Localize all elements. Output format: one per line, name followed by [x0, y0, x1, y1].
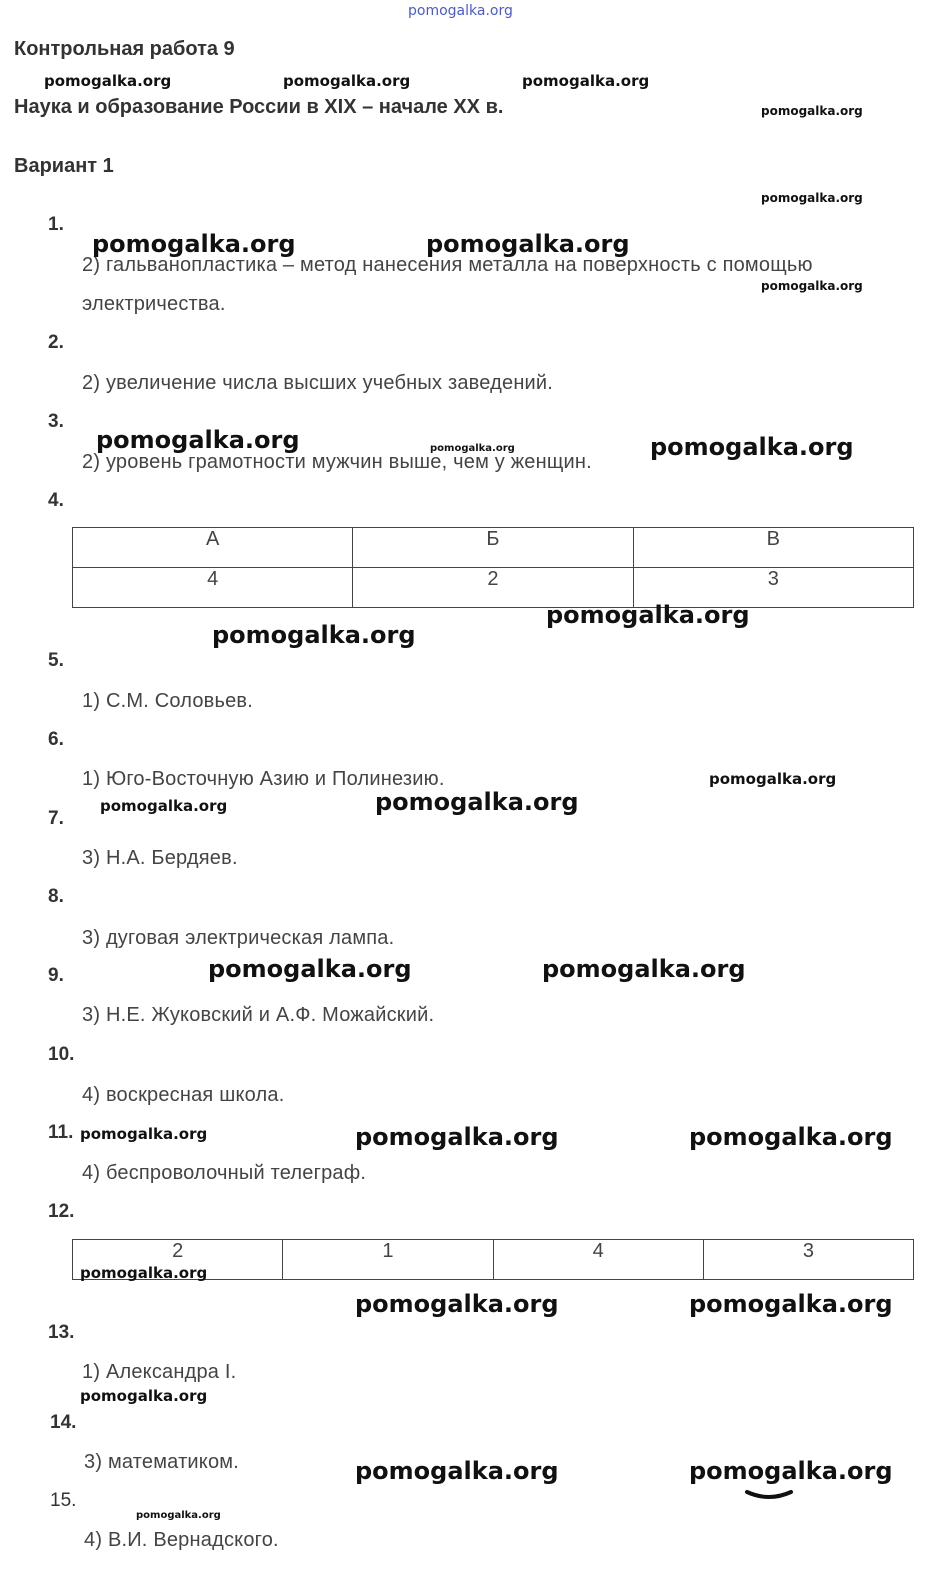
watermark: pomogalka.org	[689, 1457, 893, 1485]
watermark: pomogalka.org	[208, 955, 412, 983]
variant-label: Вариант 1	[14, 155, 114, 177]
table-header-cell: Б	[353, 528, 633, 568]
watermark: pomogalka.org	[355, 1457, 559, 1485]
item-number: 10.	[48, 1044, 75, 1065]
table-header-cell: А	[73, 528, 353, 568]
page-subtitle: Наука и образование России в XIX – начале XX в.	[14, 96, 504, 118]
watermark: pomogalka.org	[96, 426, 300, 454]
item-answer: 3) математиком.	[84, 1451, 240, 1473]
item-answer: 2) уровень грамотности мужчин выше, чем у женщин.	[82, 451, 592, 473]
watermark: pomogalka.org	[761, 104, 863, 118]
watermark: pomogalka.org	[80, 1387, 208, 1405]
item-number: 3.	[48, 411, 64, 432]
watermark: pomogalka.org	[709, 770, 837, 788]
watermark: pomogalka.org	[80, 1264, 208, 1282]
item-number: 2.	[48, 332, 64, 353]
watermark: pomogalka.org	[80, 1125, 208, 1143]
item-number: 4.	[48, 490, 64, 511]
item-number: 5.	[48, 650, 64, 671]
smile-logo-icon	[744, 1488, 794, 1502]
table-cell: 4	[493, 1240, 703, 1280]
page-title: Контрольная работа 9	[14, 38, 235, 60]
item-answer: 1) С.М. Соловьев.	[82, 690, 254, 712]
item-number: 11.	[48, 1122, 74, 1143]
watermark: pomogalka.org	[92, 230, 296, 258]
item-answer: 2) гальванопластика – метод нанесения металла на поверхность с помощью	[82, 254, 813, 276]
watermark: pomogalka.org	[283, 72, 411, 90]
watermark: pomogalka.org	[761, 279, 863, 293]
table-cell: 2	[353, 568, 633, 608]
table-cell: 3	[703, 1240, 913, 1280]
item-number: 7.	[48, 808, 64, 829]
watermark: pomogalka.org	[542, 955, 746, 983]
watermark: pomogalka.org	[689, 1290, 893, 1318]
watermark: pomogalka.org	[355, 1290, 559, 1318]
watermark: pomogalka.org	[522, 72, 650, 90]
watermark: pomogalka.org	[430, 443, 515, 454]
item-number: 8.	[48, 886, 64, 907]
watermark: pomogalka.org	[355, 1123, 559, 1151]
item-answer: 3) Н.Е. Жуковский и А.Ф. Можайский.	[82, 1004, 435, 1026]
item-answer: 3) дуговая электрическая лампа.	[82, 927, 395, 949]
item-answer: 1) Александра I.	[82, 1361, 237, 1383]
item-number: 12.	[48, 1201, 75, 1222]
item-answer: 4) воскресная школа.	[82, 1084, 285, 1106]
watermark: pomogalka.org	[44, 72, 172, 90]
table-cell: 2	[73, 1240, 283, 1280]
table-cell: 4	[73, 568, 353, 608]
item-answer: 3) Н.А. Бердяев.	[82, 847, 238, 869]
item-number: 15.	[50, 1490, 77, 1511]
answer-table-4	[72, 527, 914, 608]
table-header-cell: В	[633, 528, 913, 568]
watermark: pomogalka.org	[375, 788, 579, 816]
item-number: 9.	[48, 965, 64, 986]
item-number: 14.	[50, 1412, 77, 1433]
table-cell: 1	[283, 1240, 493, 1280]
item-answer: 4) В.И. Вернадского.	[84, 1529, 279, 1551]
watermark: pomogalka.org	[689, 1123, 893, 1151]
watermark: pomogalka.org	[100, 797, 228, 815]
table-cell: 3	[633, 568, 913, 608]
item-answer: 2) увеличение числа высших учебных заведений.	[82, 372, 554, 394]
watermark-top: pomogalka.org	[408, 3, 513, 19]
item-number: 1.	[48, 214, 64, 235]
watermark: pomogalka.org	[426, 230, 630, 258]
watermark: pomogalka.org	[650, 433, 854, 461]
item-number: 6.	[48, 729, 64, 750]
watermark: pomogalka.org	[546, 601, 750, 629]
watermark: pomogalka.org	[212, 621, 416, 649]
item-number: 13.	[48, 1322, 75, 1343]
item-answer: 4) беспроволочный телеграф.	[82, 1162, 367, 1184]
watermark: pomogalka.org	[761, 191, 863, 205]
item-answer-continued: электричества.	[82, 293, 226, 315]
item-answer: 1) Юго-Восточную Азию и Полинезию.	[82, 768, 445, 790]
watermark: pomogalka.org	[136, 1510, 221, 1521]
